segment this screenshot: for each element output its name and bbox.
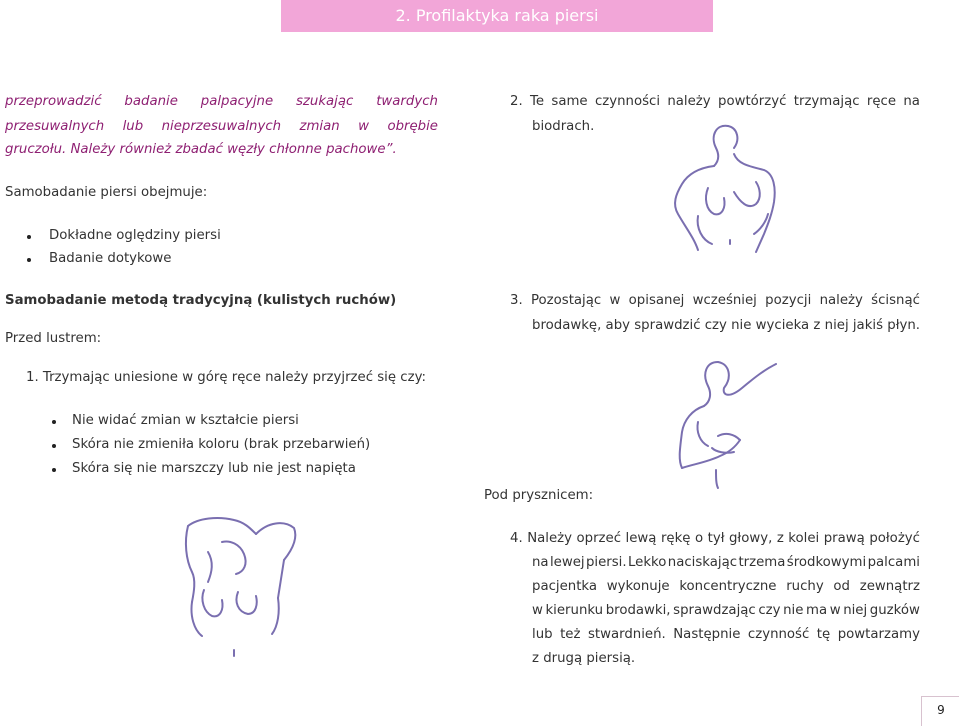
word: Następnie <box>673 627 741 642</box>
word: przesuwalnych <box>5 119 105 134</box>
word: tę <box>816 627 831 642</box>
word: kolei <box>788 531 820 546</box>
word: Pozostając <box>530 293 602 308</box>
word: opisanej <box>628 293 685 308</box>
word: w <box>532 603 543 618</box>
word: badanie <box>124 94 178 109</box>
word: w <box>358 119 370 134</box>
word: o <box>694 531 704 546</box>
word: ruchy <box>786 579 824 594</box>
word: z <box>776 531 784 546</box>
step-2-line-2: biodrach. <box>532 119 595 134</box>
word: oprzeć <box>576 531 622 546</box>
list-item-label: Nie widać zmian w kształcie piersi <box>72 413 299 428</box>
word: lub <box>122 119 144 134</box>
hands-on-hips-illustration <box>668 118 808 258</box>
bullet-icon <box>52 420 56 424</box>
word: głowy, <box>728 531 773 546</box>
word: nieprzesuwalnych <box>161 119 282 134</box>
word: tył <box>707 531 725 546</box>
word: szukając <box>295 94 354 109</box>
word: lewą <box>625 531 657 546</box>
list-item <box>52 461 370 485</box>
word: Lekko <box>627 555 667 570</box>
step-4-line-1 <box>510 531 920 546</box>
word: rękę <box>660 531 691 546</box>
list-item-label: Badanie dotykowe <box>49 251 172 266</box>
word: niej <box>843 603 868 618</box>
bullet-icon <box>52 444 56 448</box>
word: Należy <box>527 531 573 546</box>
word: zmian <box>299 119 340 134</box>
word: naciskając <box>667 555 738 570</box>
step-1: 1. Trzymając uniesione w górę ręce należy przyjrzeć się czy: <box>26 370 426 385</box>
step-4-line-2 <box>532 555 920 570</box>
list-item <box>27 228 221 251</box>
word: palpacyjne <box>200 94 274 109</box>
word: czynność <box>747 627 810 642</box>
word: pacjentka <box>532 579 598 594</box>
step-4-line-4 <box>532 603 920 618</box>
word: stwardnień. <box>587 627 666 642</box>
word: piersi. <box>585 555 627 570</box>
step-4-line-6: z drugą piersią. <box>532 651 636 666</box>
word: guzków <box>869 603 920 618</box>
word: lewej <box>549 555 585 570</box>
word: na <box>532 555 549 570</box>
word: ma <box>806 603 828 618</box>
word: 3. <box>510 293 523 308</box>
list-item <box>27 251 221 274</box>
list-item <box>52 413 370 437</box>
self-exam-list <box>27 228 221 274</box>
word: lub <box>532 627 553 642</box>
word: 2. <box>510 94 523 109</box>
word: trzema <box>738 555 786 570</box>
word: środkowymi <box>786 555 867 570</box>
mirror-label: Przed lustrem: <box>5 331 102 346</box>
word: należy <box>819 293 863 308</box>
word: wykonuje <box>606 579 670 594</box>
word: przeprowadzić <box>5 94 102 109</box>
step-4-line-3 <box>532 579 920 594</box>
word: koncentryczne <box>679 579 777 594</box>
list-item-label: Dokładne oględziny piersi <box>49 228 221 243</box>
self-exam-heading: Samobadanie piersi obejmuje: <box>5 185 208 200</box>
word: palcami <box>867 555 920 570</box>
word: prawą <box>823 531 865 546</box>
word: położyć <box>869 531 920 546</box>
word: zewnątrz <box>859 579 920 594</box>
word: też <box>560 627 581 642</box>
word: same <box>551 94 588 109</box>
list-item <box>52 437 370 461</box>
arms-raised-illustration <box>178 512 304 662</box>
word: od <box>833 579 850 594</box>
word: 4. <box>510 531 523 546</box>
shower-label: Pod prysznicem: <box>484 488 594 503</box>
word: trzymając <box>793 94 860 109</box>
step-3-line-1 <box>510 293 920 308</box>
bullet-icon <box>27 258 31 262</box>
word: ręce <box>866 94 897 109</box>
word: sprawdzając <box>673 603 756 618</box>
word: obrębie <box>387 119 438 134</box>
word: w <box>829 603 841 618</box>
word: pozycji <box>765 293 812 308</box>
word: powtórzyć <box>718 94 787 109</box>
word: czynności <box>594 94 661 109</box>
step-2-line-1 <box>510 94 920 109</box>
list-item-label: Skóra się nie marszczy lub nie jest napięta <box>72 461 356 476</box>
checks-list <box>52 413 370 485</box>
word: brodawki, <box>605 603 671 618</box>
word: wcześniej <box>692 293 757 308</box>
word: nie <box>783 603 804 618</box>
bullet-icon <box>27 235 31 239</box>
intro-line-3: gruczołu. Należy również zbadać węzły chłonne pachowe”. <box>5 142 397 157</box>
word: twardych <box>376 94 438 109</box>
list-item-label: Skóra nie zmieniła koloru (brak przebarwień) <box>72 437 371 452</box>
word: w <box>609 293 621 308</box>
word: należy <box>667 94 711 109</box>
section-title: 2. Profilaktyka raka piersi <box>281 0 713 32</box>
word: czy <box>758 603 781 618</box>
nipple-squeeze-illustration <box>664 352 784 492</box>
word: ścisnąć <box>871 293 920 308</box>
word: kierunku <box>545 603 604 618</box>
intro-line-1 <box>5 94 438 109</box>
intro-line-2 <box>5 119 438 134</box>
step-4-line-5 <box>532 627 920 642</box>
method-heading: Samobadanie metodą tradycyjną (kulistych ruchów) <box>5 293 397 308</box>
bullet-icon <box>52 468 56 472</box>
word: Te <box>530 94 545 109</box>
page-number: 9 <box>921 696 959 726</box>
word: powtarzamy <box>837 627 920 642</box>
step-3-line-2: brodawkę, aby sprawdzić czy nie wycieka z niej jakiś płyn. <box>532 318 920 333</box>
word: na <box>903 94 920 109</box>
